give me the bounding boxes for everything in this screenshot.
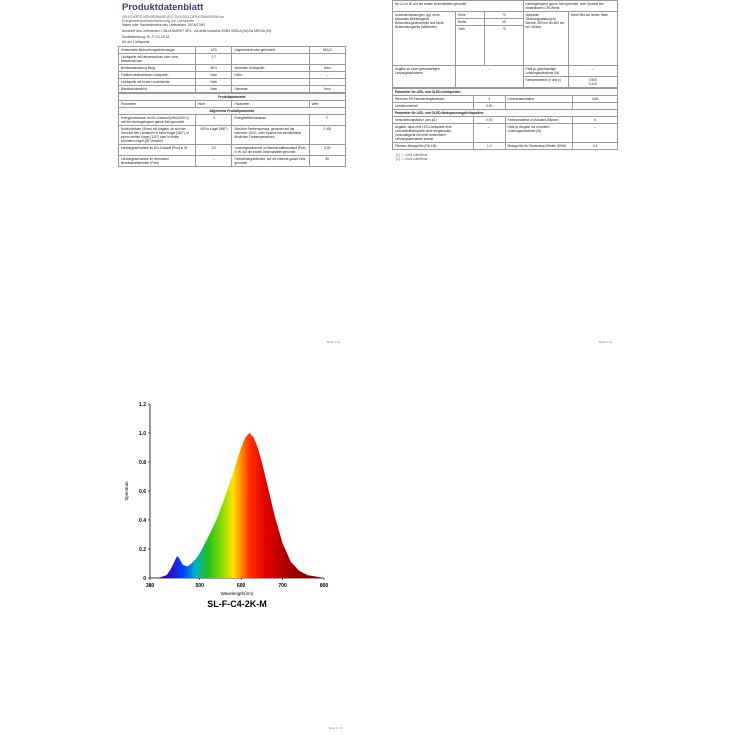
table-cell: nächstgelegene ganze Zahl gerundet, oder Spanne der einstellbaren CRI-Werte [523,1,618,12]
table-cell: – [474,124,506,143]
table-cell: Nein [309,64,345,71]
table-cell: – [309,71,345,78]
table-cell: Farbwiedergabeindex, auf die nächste ganze Zahl gerundet [232,155,309,166]
table-cell: 4 [196,114,232,125]
table-cell: Dimmbar: [232,85,309,92]
table-cell: 4 [474,96,506,103]
table-row [393,124,618,143]
table-cell: Energieverbrauch im Ein-Zustand (kWh/1000 h), auf die nächstgelegene ganze Zahl gerundet [119,114,196,125]
dimension-value: 45 [485,19,523,26]
spectrum-svg [118,382,348,622]
table-row [119,85,346,92]
chromaticity-values: 0,500 0,415 [568,77,618,88]
y-tick-label: 0.6 [139,489,146,495]
table-cell: 6 [573,117,618,124]
chart-title: SL-F-C4-2K-M [207,599,267,609]
column-header: Parameter [232,100,309,107]
supplier-address: Anschrift des Lieferanten: ITALIA MARKT SRL, Via della Industria 20/B3 IMOLA (Ita) Ita MEDIA (IO) [122,29,272,33]
y-tick-label: 0.8 [139,460,146,466]
table-row [119,46,346,53]
y-tick-label: 1.0 [139,431,146,437]
table-row [119,155,346,166]
table-cell: Leistungsaufnahme im Ein-Zustand (Pon) in W [119,144,196,155]
table-cell [573,103,618,110]
table-cell: LED [196,46,232,53]
table-cell: 0,00 [309,144,345,155]
light-source-table [118,46,346,93]
datasheet-page-2 [392,0,618,348]
table-row [393,103,618,110]
table-row [119,64,346,71]
table-cell [309,53,345,64]
table-cell: 400 in Kugel (360°) [196,125,232,144]
table-row [393,96,618,103]
table-cell: Betriebssteuerung fähig: [119,64,196,71]
table-cell: Leistungsaufnahme im vernetzten Bereitschaftsbetrieb (Pnet) [119,155,196,166]
table-cell: Vernetzte Lichtquelle: [232,64,309,71]
column-header: Wert [196,100,232,107]
table-cell: 0,4 [573,143,618,150]
table-row [119,71,346,78]
table-cell: Lichtquelle mit Netzanschluss oder ohne Netzanschluss: [119,53,196,64]
table-cell: – [196,155,232,166]
spectrum-chart [118,382,348,622]
page-number: Seite 3 / 3 [328,726,342,730]
claimed-power-label: Falls ja, gleichwertige Leistungsaufnahme (W) [523,66,568,77]
regulation-line: Energieverbrauchskennzeichnung von Lichtquellen [122,19,195,24]
table-cell [309,78,345,85]
page-title: Produktdatenblatt [122,2,204,13]
table-cell: 0,90 [474,103,506,110]
table-cell: Lebensdauerfaktor [505,96,573,103]
table-row [119,78,346,85]
table-cell: Lichtquelle mit hoher Leuchtdichte: [119,78,196,85]
table-cell: Ähnliche Farbtemperatur, gerundet auf die nächsten 100 K, oder Spanne der einstellbaren ähnlichen Farbtemperaturen [232,125,309,144]
table-cell: MLS [196,64,232,71]
x-tick-label: 600 [236,583,246,589]
equivalent-power-value: – [456,66,524,88]
section-heading: Produktparameter [119,93,346,100]
supplier-name: Name oder Handelsmarke des Lieferanten: SIGNSTAR [122,23,205,28]
y-axis-label: Spectrum [124,481,129,501]
section-heading: Parameter für LED- und OLED-Lichtquellen: [393,89,618,96]
column-header: Parameter [119,100,196,107]
dimension-value: 73 [485,12,523,19]
footnote: (2) '–': nicht zutreffend [396,157,428,162]
table-cell: 2 400 [309,125,345,144]
claimed-power-value: – [568,66,618,77]
section-heading: Parameter für LED- und OLED-Netzspannungslichtquellen: [393,110,618,117]
table-cell: Nein [196,85,232,92]
page-number: Seite 2 / 3 [598,340,612,344]
table-cell: Messgröße für Stroboskop-Effekte (SVM) [505,143,573,150]
x-axis-label: Wavelength(nm) [220,591,254,596]
y-tick-label: 0.4 [139,518,146,524]
table-cell: 0,89 [573,96,618,103]
x-tick-label: 800 [319,583,329,589]
table-row [119,53,346,64]
continuation-table [392,0,618,88]
dimension-name: Höhe [456,12,485,19]
table-row [393,143,618,150]
table-row [119,125,346,144]
table-cell: Farblich abstimmbare Lichtquelle: [119,71,196,78]
dimension-name: Tiefe [456,26,485,66]
table-cell: Wert des R9-Farbwiedergabeindex [393,96,474,103]
y-tick-label: 1.2 [139,402,146,408]
footnote: (1) '–': nicht zutreffend [396,153,428,157]
x-tick-label: 500 [195,583,204,589]
table-cell: Verschiebungsfaktor (cos φ1) [393,117,474,124]
page-number: Seite 1 / 3 [326,340,340,344]
table-cell: – [573,124,618,143]
table-row [119,114,346,125]
x-tick-label: 380 [145,583,155,589]
table-row [393,117,618,124]
datasheet-page-3 [118,382,348,734]
datasheet-page-1 [118,0,346,348]
led-parameter-table [392,88,618,150]
equivalent-power-label: Angabe zu einer gleichwertigen Leistungsaufnahme [393,66,456,88]
table-cell: NDLS [309,46,345,53]
table-cell: Angabe, dass eine LED-Lichtquelle eine Leuchtstofflichtquelle ohne eingebautes Vorschaltgerät mit einer bestimmten Leistungsaufnahme ersetzt [393,124,474,143]
table-cell: F [309,114,345,125]
section-heading: Allgemeine Produktparameter [119,107,346,114]
table-cell: 0,7 [196,53,232,64]
table-cell: Leistungsaufnahme im Bereitschaftszustand (Psb) in W, auf die zweite Dezimalstelle gerundet [232,144,309,155]
x-tick-label: 700 [278,583,287,589]
table-cell: Lichtstromerhalt [393,103,474,110]
table-row [119,144,346,155]
regulation-line: DELEGIERTE VERORDNUNG (EU) 2019/2015 DER KOMMISSION zur [122,15,224,19]
y-tick-label: 0 [143,576,146,582]
table-cell: Verwendete Beleuchtungstechnologie: [119,46,196,53]
table-cell: Nein [196,71,232,78]
table-cell: Flimmer-Messgröße (Pst LM) [393,143,474,150]
table-cell: 1,0 [474,143,506,150]
table-cell [232,53,309,64]
table-cell: Farbkonsistenz in McAdam-Ellipsen [505,117,573,124]
table-cell: Blendschutzschild: [119,85,196,92]
table-cell [505,103,573,110]
table-cell: Nein [196,78,232,85]
column-header: Wert [309,100,345,107]
dimension-name: Breite [456,19,485,26]
table-cell: Ungebündelt oder gebündelt: [232,46,309,53]
product-parameter-table [118,93,346,167]
model-identifier: Modellkennung: SL-F-C4-2K-M [122,34,169,39]
table-cell: 0,90 [474,117,506,124]
light-source-type: Art der Lichtquelle [122,40,150,45]
table-cell [232,78,309,85]
chromaticity-label: Farbwertanteile (x und y) [523,77,568,88]
table-cell: 3,0 [196,144,232,155]
y-tick-label: 0.2 [139,547,146,553]
dimensions-label: Außenabmessungen, ggf. ohne separates Betriebsgerät, Beleuchtungssteuerteile und Nicht-Beleuchtungsteile (Millimeter) [393,12,456,66]
table-cell: Nein [309,85,345,92]
table-cell: Hülle: [232,71,309,78]
table-cell: Falls ja, Angabe zur ersetzten Leistungsaufnahme (W) [505,124,573,143]
table-cell: Energieeffizienzklasse [232,114,309,125]
spectral-label: Spektrale Strahlungsleistung im Bereich 250 nm bis 800 nm bei Volllast [523,12,568,66]
dimension-value: 73 [485,26,523,66]
table-cell: für CLI in W, auf die zweite Dezimalstelle gerundet [393,1,524,12]
spectrum-area [150,433,324,578]
table-cell: Nutzlichtstrom (Φuse) mit Angabe, ob sich der Wert auf den Lichtstrom in einer Kugel (360°), in einem breiten Kegel (120°) oder in einem schmalen Kegel (90°) bezieht [119,125,196,144]
table-cell: 80 [309,155,345,166]
spectral-value: Siehe Bild auf letzter Seite [568,12,618,66]
